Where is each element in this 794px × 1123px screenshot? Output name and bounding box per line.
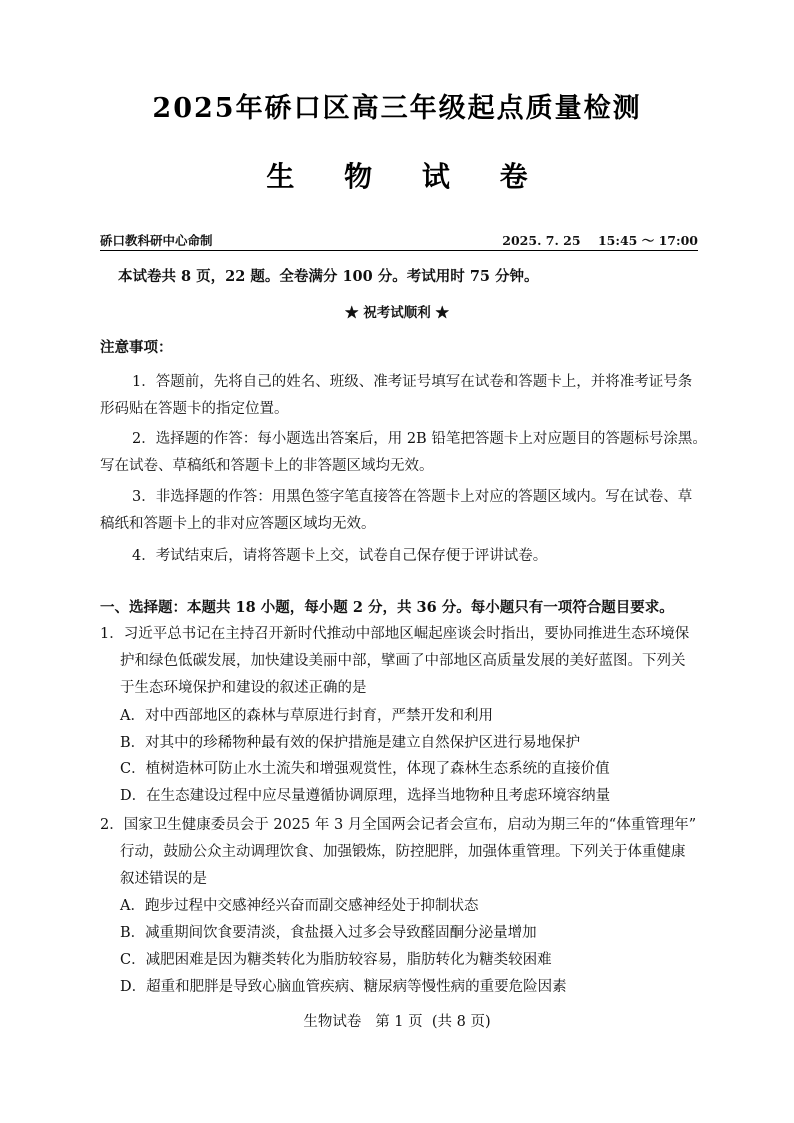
- exam-title: 2025年硚口区高三年级起点质量检测: [152, 93, 642, 124]
- option-a: A．跑步过程中交感神经兴奋而副交感神经处于抑制状态: [120, 898, 479, 914]
- exam-summary: 本试卷共 8 页，22 题。全卷满分 100 分。考试用时 75 分钟。: [118, 268, 539, 285]
- note-line: 4．考试结束后，请将答题卡上交，试卷自己保存便于评讲试卷。: [132, 548, 548, 564]
- question-stem-line: 2．国家卫生健康委员会于 2025 年 3 月全国两会记者会宣布，启动为期三年的“体重管理年”: [100, 817, 697, 833]
- option-d: D．超重和肥胖是导致心脑血管疾病、糖尿病等慢性病的重要危险因素: [120, 979, 567, 995]
- question-stem-line: 叙述错误的是: [120, 871, 207, 887]
- issuer-text: 硚口教科研中心命制: [100, 233, 213, 248]
- notes-heading: 注意事项：: [100, 339, 173, 356]
- question-stem-line: 1．习近平总书记在主持召开新时代推动中部地区崛起座谈会时指出，要协同推进生态环境保: [100, 626, 690, 642]
- exam-date-time: 2025. 7. 25 15:45 ～ 17:00: [502, 233, 698, 248]
- option-d: D．在生态建设过程中应尽量遵循协调原理，选择当地物种且考虑环境容纳量: [120, 788, 611, 804]
- note-line: 3．非选择题的作答：用黑色签字笔直接答在答题卡上对应的答题区域内。写在试卷、草: [132, 489, 693, 505]
- subject-title: 生 物 试 卷: [266, 160, 548, 193]
- option-b: B．对其中的珍稀物种最有效的保护措施是建立自然保护区进行易地保护: [120, 735, 581, 751]
- question-stem-line: 护和绿色低碳发展，加快建设美丽中部，擘画了中部地区高质量发展的美好蓝图。下列关: [120, 653, 686, 669]
- option-b: B．减重期间饮食要清淡，食盐摄入过多会导致醛固酮分泌量增加: [120, 925, 537, 941]
- section-heading: 一、选择题：本题共 18 小题，每小题 2 分，共 36 分。每小题只有一项符合题目要求。: [100, 599, 674, 616]
- note-line: 1．答题前，先将自己的姓名、班级、准考证号填写在试卷和答题卡上，并将准考证号条: [132, 374, 693, 390]
- header-info: [100, 232, 698, 250]
- option-a: A．对中西部地区的森林与草原进行封育，严禁开发和利用: [120, 708, 493, 724]
- note-line: 稿纸和答题卡上的非对应答题区域均无效。: [100, 516, 376, 532]
- option-c: C．植树造林可防止水土流失和增强观赏性，体现了森林生态系统的直接价值: [120, 761, 610, 777]
- question-stem-line: 于生态环境保护和建设的叙述正确的是: [120, 680, 367, 696]
- option-c: C．减肥困难是因为糖类转化为脂肪较容易，脂肪转化为糖类较困难: [120, 952, 552, 968]
- note-line: 写在试卷、草稿纸和答题卡上的非答题区域均无效。: [100, 458, 434, 474]
- good-luck-banner: ★ 祝考试顺利 ★: [345, 305, 449, 321]
- note-line: 形码贴在答题卡的指定位置。: [100, 401, 289, 417]
- question-stem-line: 行动，鼓励公众主动调理饮食、加强锻炼，防控肥胖，加强体重管理。下列关于体重健康: [120, 844, 686, 860]
- header-divider: [100, 250, 698, 251]
- note-line: 2．选择题的作答：每小题选出答案后，用 2B 铅笔把答题卡上对应题目的答题标号涂黑。: [132, 431, 707, 447]
- page-footer: 生物试卷 第 1 页 (共 8 页): [303, 1014, 491, 1030]
